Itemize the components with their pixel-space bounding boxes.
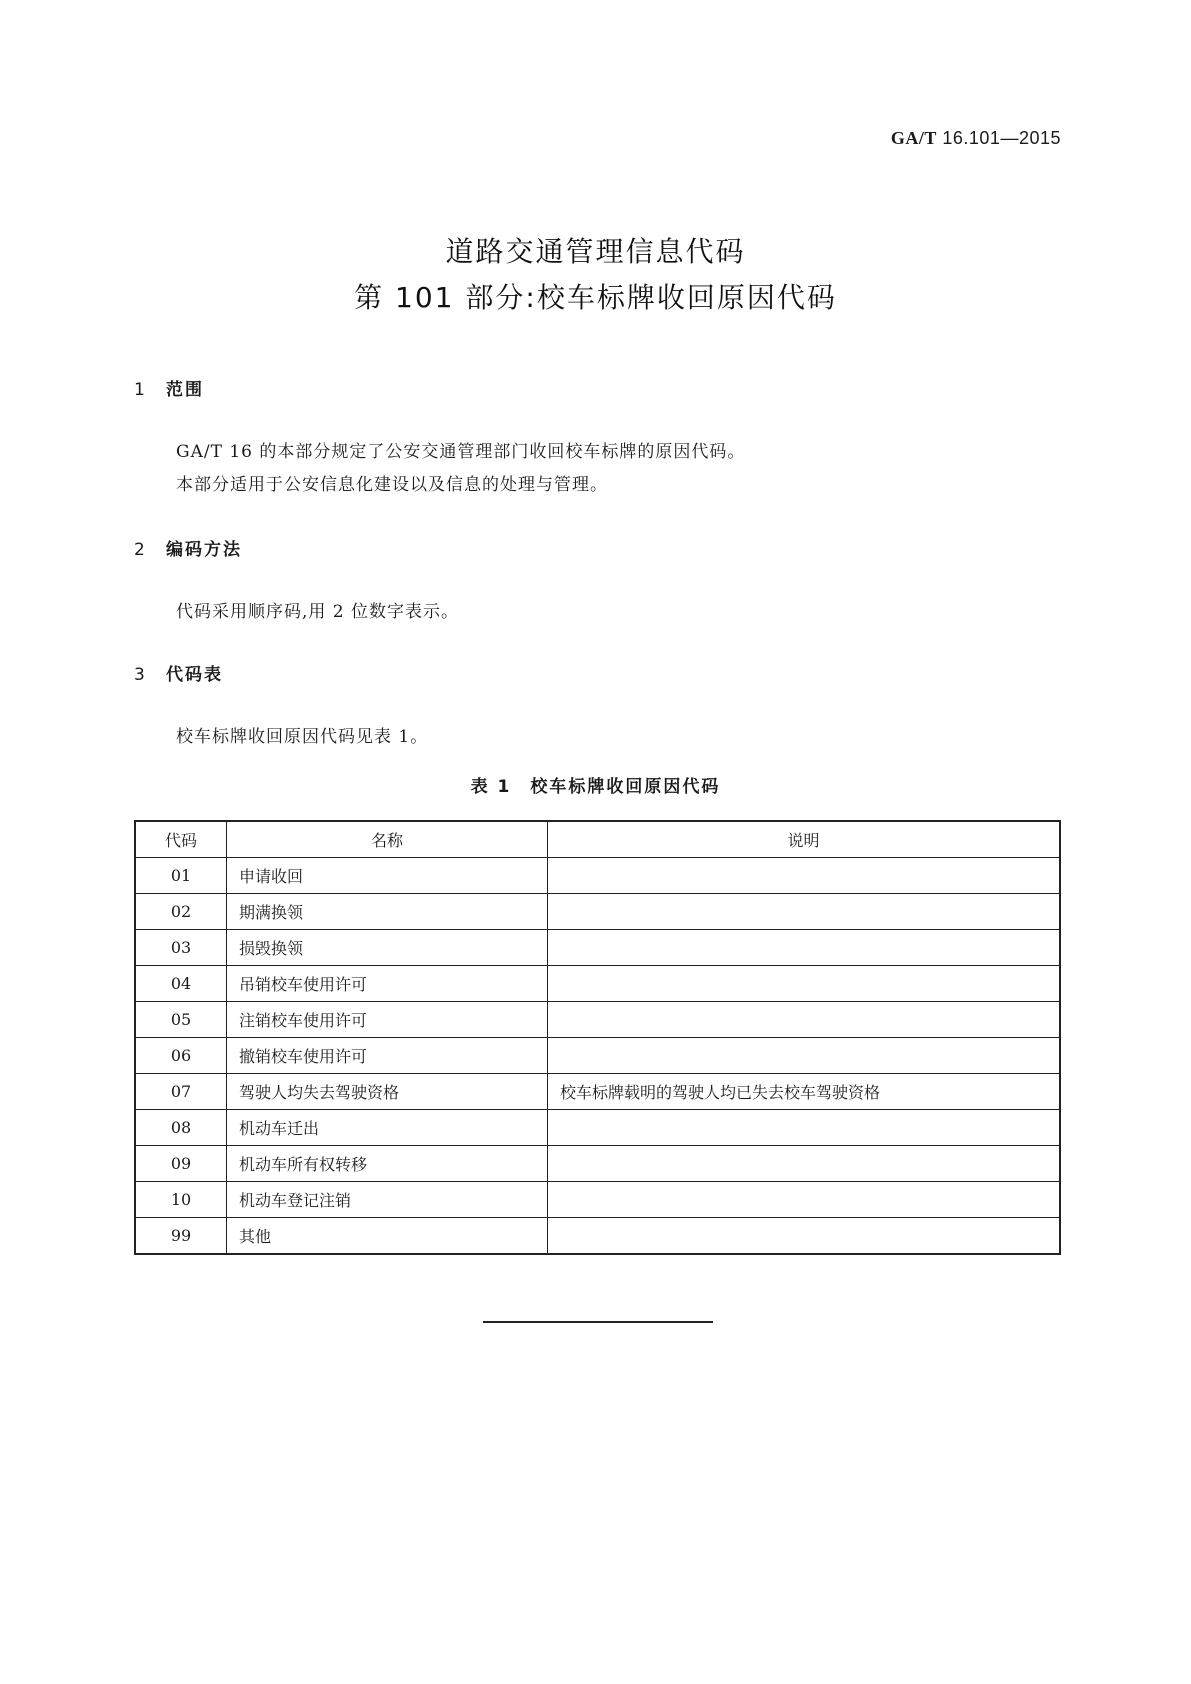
code-cell: 06 [135,1038,227,1074]
table-row [135,930,1060,966]
description-cell [548,1110,1061,1146]
table-row [135,1218,1060,1255]
name-cell: 注销校车使用许可 [227,1002,548,1038]
table-row [135,1038,1060,1074]
name-cell: 吊销校车使用许可 [227,966,548,1002]
section-heading-code-table [134,660,223,685]
description-cell [548,930,1061,966]
code-cell: 01 [135,858,227,894]
table-row [135,1110,1060,1146]
section-number: 1 [134,380,147,400]
standard-number: 16.101—2015 [942,128,1061,148]
code-cell: 02 [135,894,227,930]
end-of-document-rule [483,1321,713,1323]
description-cell [548,1038,1061,1074]
description-cell [548,966,1061,1002]
name-cell: 机动车迁出 [227,1110,548,1146]
name-cell: 损毁换领 [227,930,548,966]
code-cell: 09 [135,1146,227,1182]
column-header-description: 说明 [548,821,1061,858]
description-cell [548,1002,1061,1038]
table-row [135,894,1060,930]
table-row [135,966,1060,1002]
table-row [135,1146,1060,1182]
code-cell: 99 [135,1218,227,1255]
table-row [135,1074,1060,1110]
name-cell: 申请收回 [227,858,548,894]
description-cell [548,1146,1061,1182]
name-cell: 期满换领 [227,894,548,930]
paragraph: 本部分适用于公安信息化建设以及信息的处理与管理。 [176,475,608,495]
description-cell: 校车标牌载明的驾驶人均已失去校车驾驶资格 [548,1074,1061,1110]
section-number: 3 [134,665,147,685]
section-heading-encoding [134,535,242,560]
column-header-code: 代码 [135,821,227,858]
table-row [135,1182,1060,1218]
code-cell: 04 [135,966,227,1002]
name-cell: 机动车登记注销 [227,1182,548,1218]
description-cell [548,1218,1061,1255]
column-header-name: 名称 [227,821,548,858]
code-cell: 08 [135,1110,227,1146]
table-row [135,1002,1060,1038]
code-cell: 03 [135,930,227,966]
section-title: 代码表 [166,665,223,685]
section-number: 2 [134,540,147,560]
table-header-row [135,821,1060,858]
name-cell: 机动车所有权转移 [227,1146,548,1182]
paragraph: 代码采用顺序码,用 2 位数字表示。 [176,602,460,622]
description-cell [548,894,1061,930]
description-cell [548,858,1061,894]
name-cell: 驾驶人均失去驾驶资格 [227,1074,548,1110]
document-title: 道路交通管理信息代码 [445,235,746,268]
code-cell: 10 [135,1182,227,1218]
table-caption: 表 1 校车标牌收回原因代码 [470,777,721,797]
standard-code [891,128,1061,149]
section-title: 范围 [166,380,204,400]
paragraph: 校车标牌收回原因代码见表 1。 [176,727,429,747]
standard-prefix: GA/T [890,128,937,148]
section-heading-scope [134,375,204,400]
description-cell [548,1182,1061,1218]
paragraph: GA/T 16 的本部分规定了公安交通管理部门收回校车标牌的原因代码。 [176,442,746,462]
code-cell: 07 [135,1074,227,1110]
document-subtitle: 第 101 部分:校车标牌收回原因代码 [354,281,837,314]
section-title: 编码方法 [166,540,242,560]
code-cell: 05 [135,1002,227,1038]
name-cell: 撤销校车使用许可 [227,1038,548,1074]
code-table [134,820,1061,1255]
name-cell: 其他 [227,1218,548,1255]
table-row [135,858,1060,894]
